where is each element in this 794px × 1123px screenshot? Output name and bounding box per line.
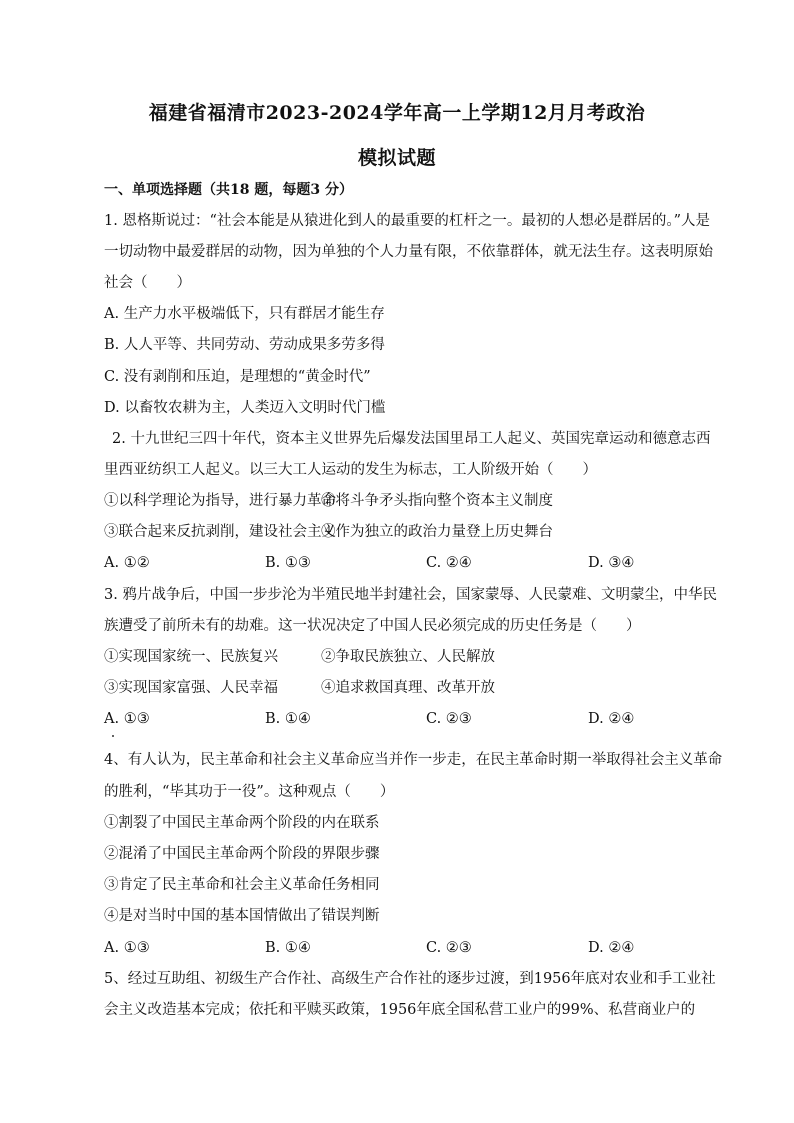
q4-stem-line2: 的胜利，“毕其功于一役”。这种观点（ ） xyxy=(104,784,395,800)
q4-item-1: ①割裂了中国民主革命两个阶段的内在联系 xyxy=(104,815,380,831)
q2-items-row1 xyxy=(104,491,694,511)
q2-option-d: D. ③④ xyxy=(588,555,635,571)
q4-item-2: ②混淆了中国民主革命两个阶段的界限步骤 xyxy=(104,846,380,862)
q4-item-3: ③肯定了民主革命和社会主义革命任务相同 xyxy=(104,877,380,893)
q1-option-a: A. 生产力水平极端低下，只有群居才能生存 xyxy=(104,306,385,322)
q4-item-4: ④是对当时中国的基本国情做出了错误判断 xyxy=(104,908,380,924)
q1-stem-line3: 社会（ ） xyxy=(104,275,191,291)
q3-stem-line1: 3. 鸦片战争后，中国一步步沦为半殖民地半封建社会，国家蒙辱、人民蒙难、文明蒙尘，中华民 xyxy=(104,587,717,603)
q4-option-c: C. ②③ xyxy=(426,940,472,956)
q4-options xyxy=(104,938,694,958)
q1-stem-line1: 1. 恩格斯说过：“社会本能是从猿进化到人的最重要的杠杆之一。最初的人想必是群居的。”人是 xyxy=(104,213,711,229)
q4-option-a: A. ①③ xyxy=(104,940,150,956)
stray-dot-mark xyxy=(112,735,114,737)
q2-option-a: A. ①② xyxy=(104,555,150,571)
q2-items-row2 xyxy=(104,522,694,542)
q2-item-4: ④作为独立的政治力量登上历史舞台 xyxy=(321,524,553,540)
q3-item-2: ②争取民族独立、人民解放 xyxy=(321,649,495,665)
q3-item-1: ①实现国家统一、民族复兴 xyxy=(104,649,278,665)
q3-item-3: ③实现国家富强、人民幸福 xyxy=(104,680,278,696)
q2-item-3: ③联合起来反抗剥削，建设社会主义 xyxy=(104,524,336,540)
q3-items-row1 xyxy=(104,647,694,667)
q2-options xyxy=(104,553,694,573)
q3-stem-line2: 族遭受了前所未有的劫难。这一状况决定了中国人民必须完成的历史任务是（ ） xyxy=(104,618,641,634)
exam-title-line2: 模拟试题 xyxy=(357,147,436,169)
q3-option-d: D. ②④ xyxy=(588,711,635,727)
q5-stem-line1: 5、经过互助组、初级生产合作社、高级生产合作社的逐步过渡，到1956年底对农业和手工业社 xyxy=(104,971,716,987)
q4-option-b: B. ①④ xyxy=(265,940,311,956)
q1-option-b: B. 人人平等、共同劳动、劳动成果多劳多得 xyxy=(104,337,385,353)
q2-option-b: B. ①③ xyxy=(265,555,311,571)
q4-stem-line1: 4、有人认为，民主革命和社会主义革命应当并作一步走，在民主革命时期一举取得社会主义革命 xyxy=(104,752,723,768)
exam-title-line1: 福建省福清市2023-2024学年高一上学期12月月考政治 xyxy=(148,102,646,124)
q4-option-d: D. ②④ xyxy=(588,940,635,956)
q2-stem-line1: 2. 十九世纪三四十年代，资本主义世界先后爆发法国里昂工人起义、英国宪章运动和德意志西 xyxy=(112,431,711,447)
section-heading: 一、单项选择题（共18 题，每题3 分） xyxy=(104,182,353,198)
q2-item-2: ②将斗争矛头指向整个资本主义制度 xyxy=(321,493,553,509)
q3-option-c: C. ②③ xyxy=(426,711,472,727)
q3-item-4: ④追求救国真理、改革开放 xyxy=(321,680,495,696)
q2-stem-line2: 里西亚纺织工人起义。以三大工人运动的发生为标志，工人阶级开始（ ） xyxy=(104,462,597,478)
q5-stem-line2: 会主义改造基本完成；依托和平赎买政策，1956年底全国私营工业户的99%、私营商业户的 xyxy=(104,1002,696,1018)
q2-option-c: C. ②④ xyxy=(426,555,472,571)
q1-option-c: C. 没有剥削和压迫，是理想的“黄金时代” xyxy=(104,369,371,385)
q2-item-1: ①以科学理论为指导，进行暴力革命 xyxy=(104,493,336,509)
q3-option-b: B. ①④ xyxy=(265,711,311,727)
q3-items-row2 xyxy=(104,678,694,698)
q3-options xyxy=(104,709,694,729)
q1-option-d: D. 以畜牧农耕为主，人类迈入文明时代门槛 xyxy=(104,400,386,416)
q1-stem-line2: 一切动物中最爱群居的动物，因为单独的个人力量有限，不依靠群体，就无法生存。这表明原始 xyxy=(104,244,713,260)
q3-option-a: A. ①③ xyxy=(104,711,150,727)
